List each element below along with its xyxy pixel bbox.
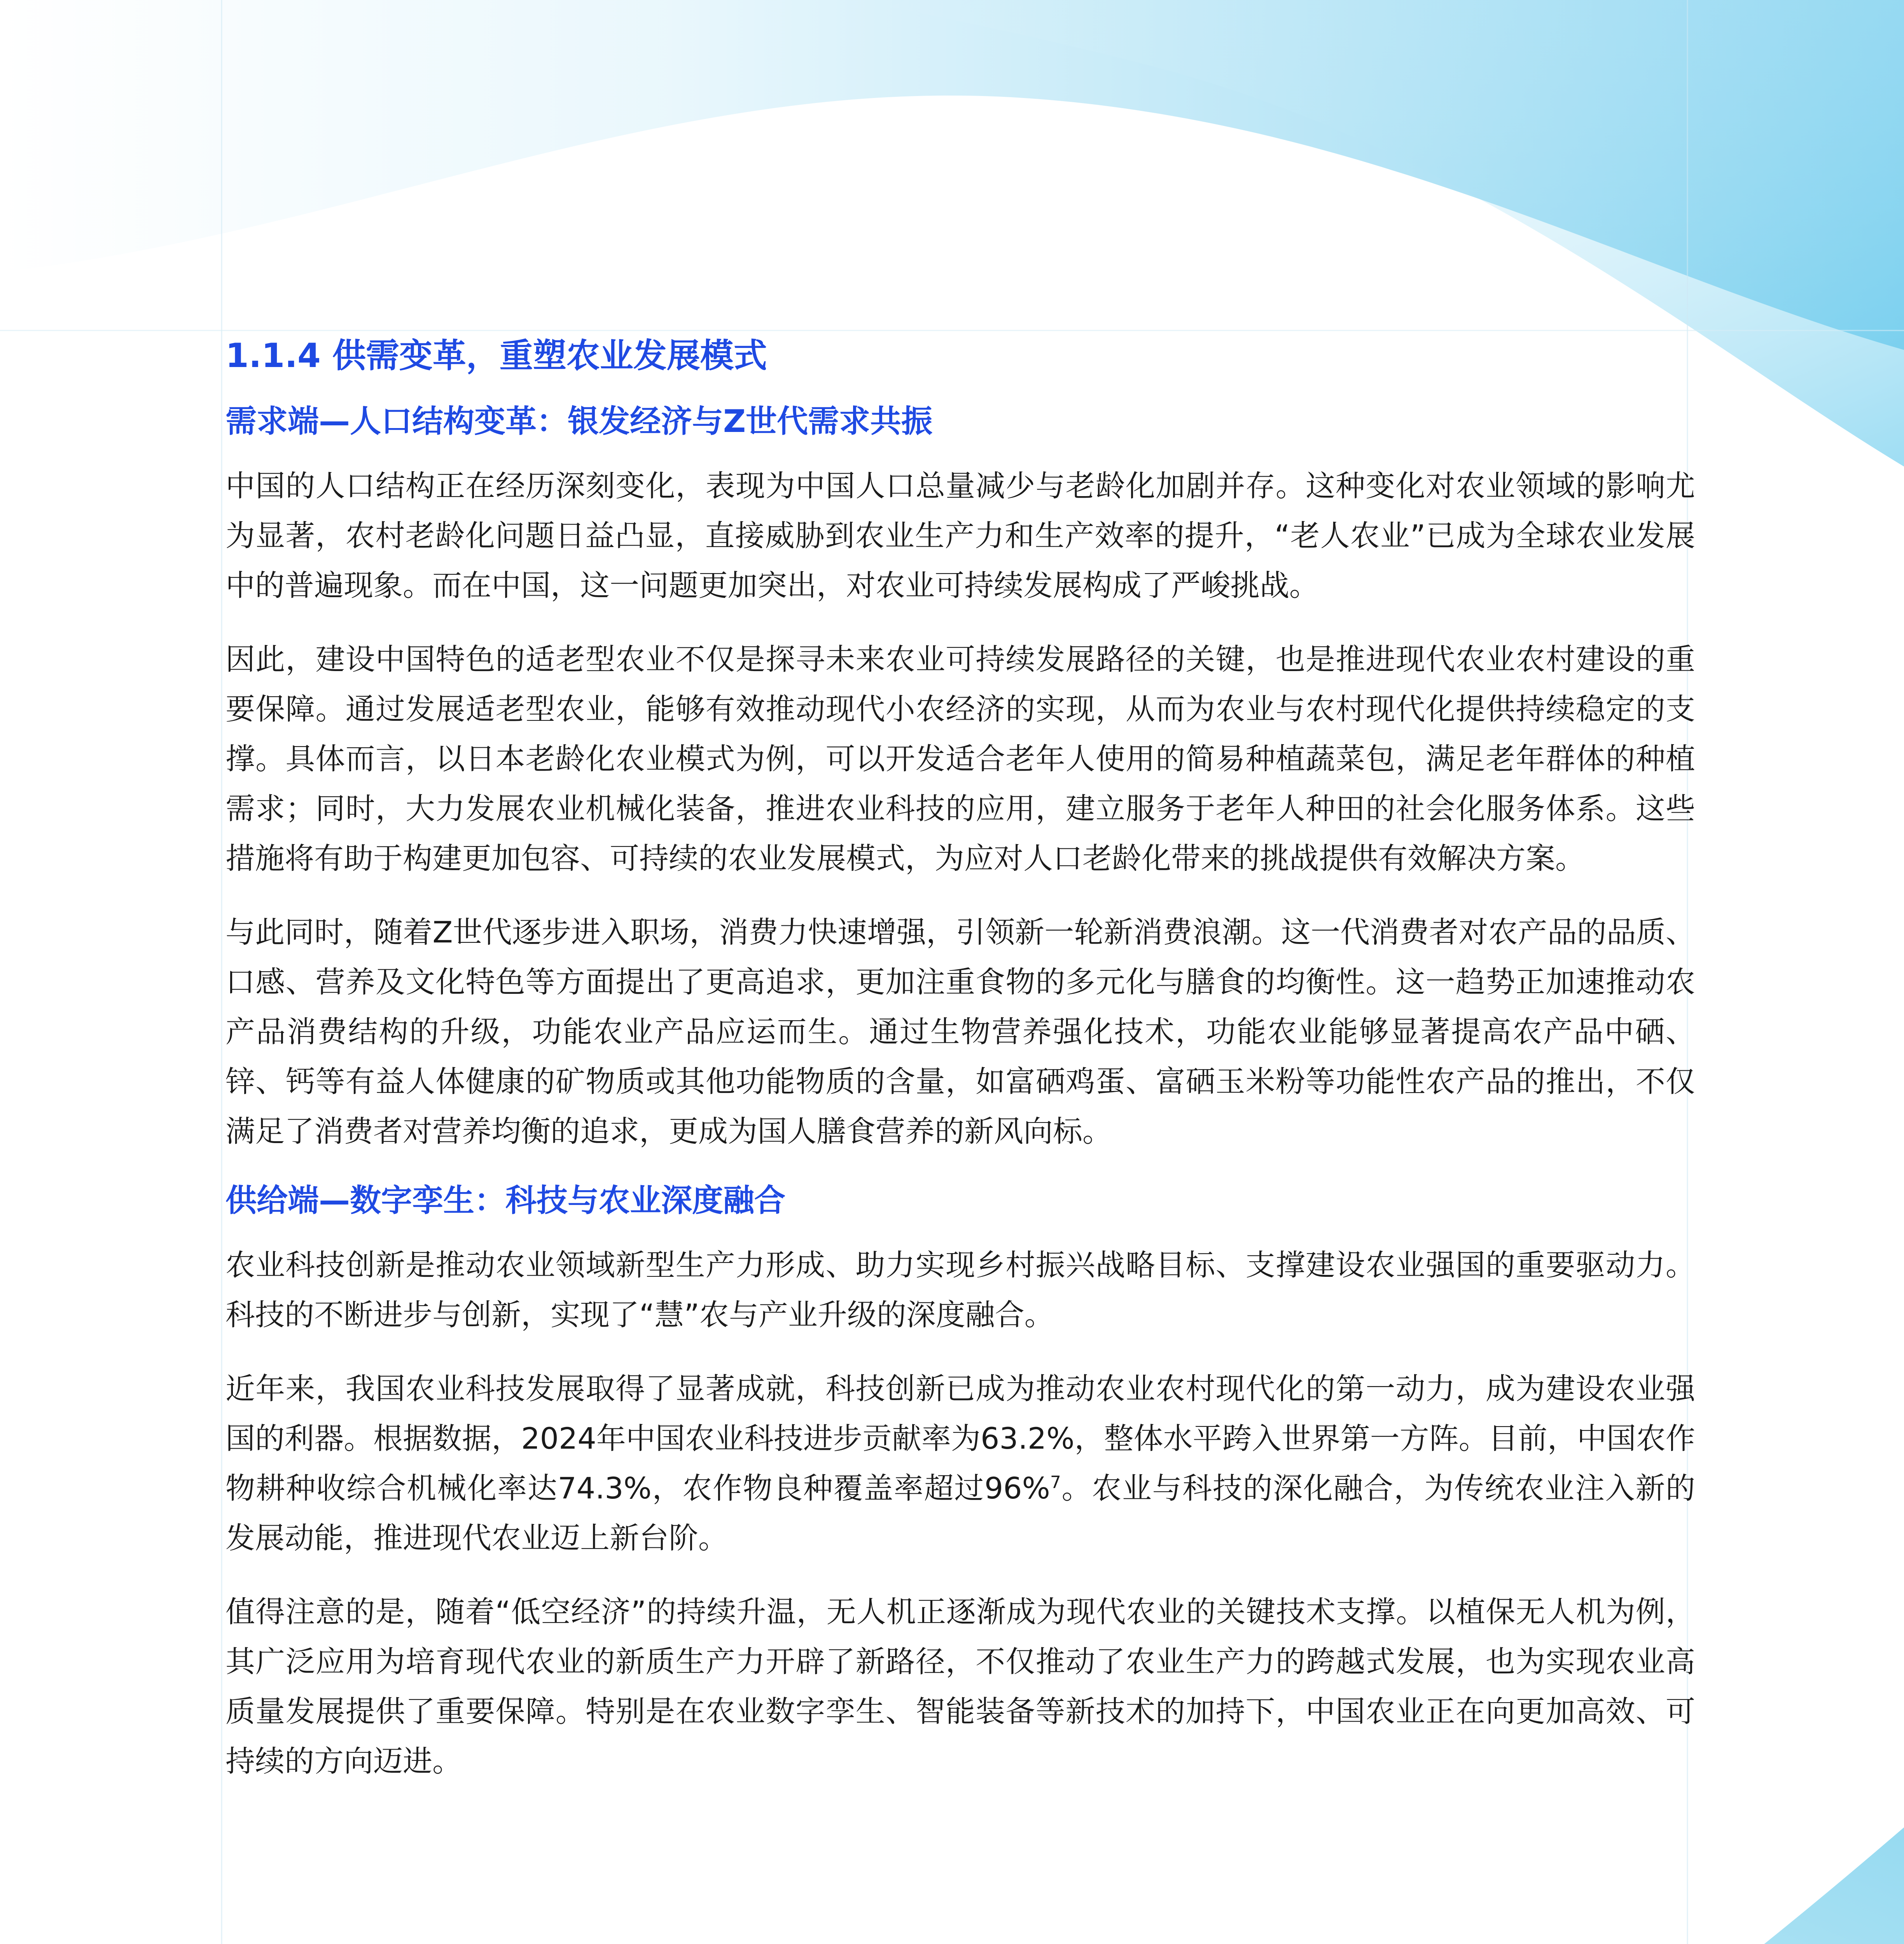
footnote-ref[interactable]: 7 [1050, 1472, 1061, 1493]
supply-paragraph-2-tail: 。农业与科技的深化融合，为传统农业注入新的发展动能，推进现代农业迈上新台阶。 [226, 1470, 1696, 1555]
supply-paragraph-1: 农业科技创新是推动农业领域新型生产力形成、助力实现乡村振兴战略目标、支撑建设农业强国的重要驱动力。科技的不断进步与创新，实现了“慧”农与产业升级的深度融合。 [226, 1247, 1695, 1332]
supply-paragraph-2 [226, 1364, 1695, 1563]
main-content [226, 334, 1695, 1810]
supply-subtitle: 供给端—数字孪生：科技与农业深度融合 [226, 1182, 785, 1218]
demand-paragraph-1: 中国的人口结构正在经历深刻变化，表现为中国人口总量减少与老龄化加剧并存。这种变化对农业领域的影响尤为显著，农村老龄化问题日益凸显，直接威胁到农业生产力和生产效率的提升，“老人农业”已成为全球农业发展中的普遍现象。而在中国，这一问题更加突出，对农业可持续发展构成了严峻挑战。 [226, 468, 1695, 603]
supply-paragraph-3: 值得注意的是，随着“低空经济”的持续升温，无人机正逐渐成为现代农业的关键技术支撑。以植保无人机为例，其广泛应用为培育现代农业的新质生产力开辟了新路径，不仅推动了农业生产力的跨越式发展，也为实现农业高质量发展提供了重要保障。特别是在农业数字孪生、智能装备等新技术的加持下，中国农业正在向更加高效、可持续的方向迈进。 [226, 1594, 1695, 1778]
supply-paragraph-2-text: 近年来，我国农业科技发展取得了显著成就，科技创新已成为推动农业农村现代化的第一动力，成为建设农业强国的利器。根据数据，2024年中国农业科技进步贡献率为63.2%，整体水平跨入世界第一方阵。目前，中国农作物耕种收综合机械化率达74.3%，农作物良种覆盖率超过96% [226, 1371, 1695, 1505]
demand-paragraph-2: 因此，建设中国特色的适老型农业不仅是探寻未来农业可持续发展路径的关键，也是推进现代农业农村建设的重要保障。通过发展适老型农业，能够有效推动现代小农经济的实现，从而为农业与农村现代化提供持续稳定的支撑。具体而言，以日本老龄化农业模式为例，可以开发适合老年人使用的简易种植蔬菜包，满足老年群体的种植需求；同时，大力发展农业机械化装备，推进农业科技的应用，建立服务于老年人种田的社会化服务体系。这些措施将有助于构建更加包容、可持续的农业发展模式，为应对人口老龄化带来的挑战提供有效解决方案。 [226, 642, 1695, 876]
demand-paragraph-3: 与此同时，随着Z世代逐步进入职场，消费力快速增强，引领新一轮新消费浪潮。这一代消费者对农产品的品质、口感、营养及文化特色等方面提出了更高追求，更加注重食物的多元化与膳食的均衡性。这一趋势正加速推动农产品消费结构的升级，功能农业产品应运而生。通过生物营养强化技术，功能农业能够显著提高农产品中硒、锌、钙等有益人体健康的矿物质或其他功能物质的含量，如富硒鸡蛋、富硒玉米粉等功能性农产品的推出，不仅满足了消费者对营养均衡的追求，更成为国人膳食营养的新风向标。 [226, 914, 1695, 1149]
section-title: 1.1.4 供需变革，重塑农业发展模式 [226, 336, 767, 375]
demand-subtitle: 需求端—人口结构变革：银发经济与Z世代需求共振 [226, 403, 933, 439]
